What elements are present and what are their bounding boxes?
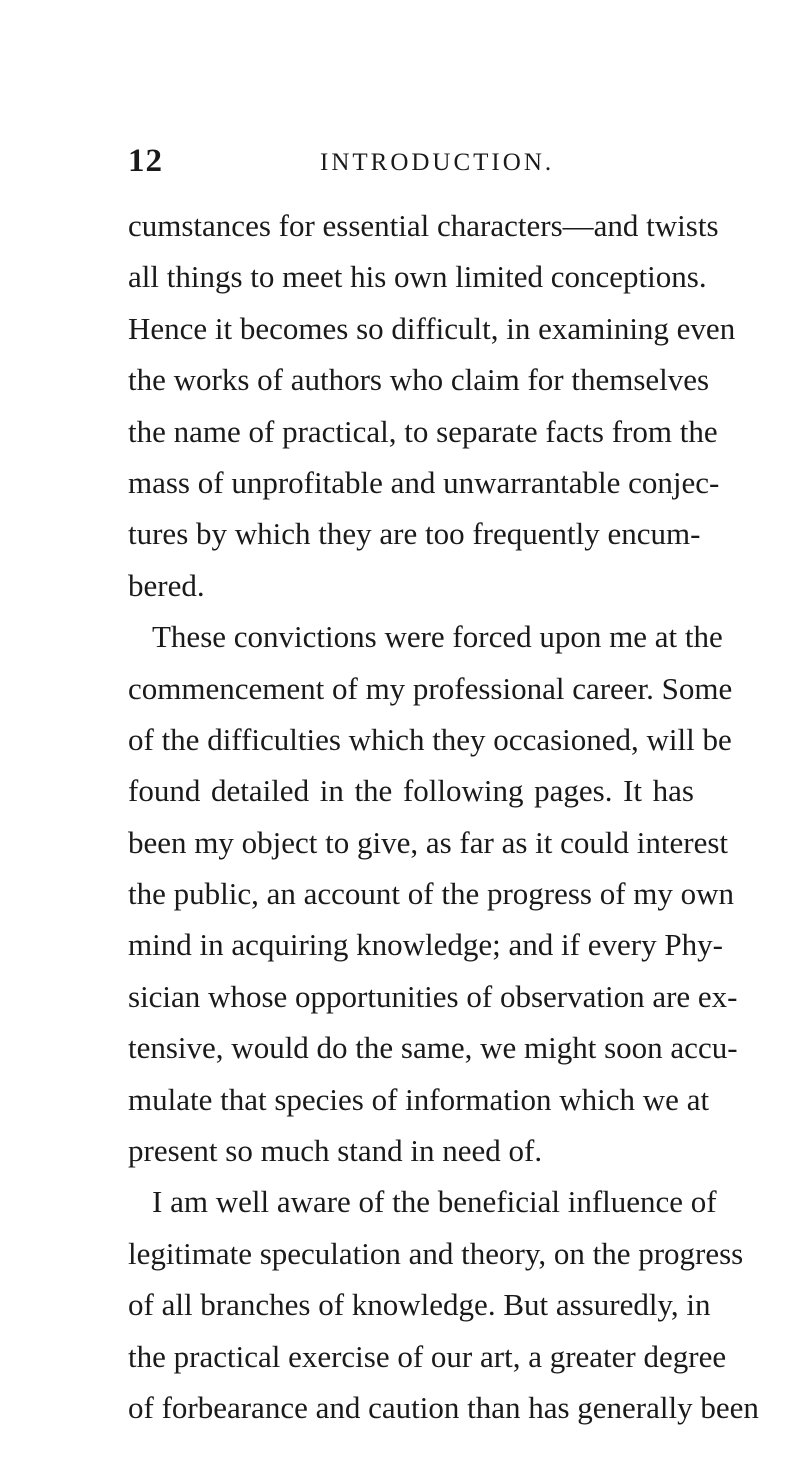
text-line: These convictions were forced upon me at the xyxy=(152,619,723,655)
text-line: bered. xyxy=(128,567,205,603)
text-line: tensive, would do the same, we might soon accu- xyxy=(128,1030,738,1066)
text-line: found detailed in the following pages. It has xyxy=(128,773,694,809)
text-line: the works of authors who claim for themselves xyxy=(128,362,710,398)
text-line: the public, an account of the progress of my own xyxy=(128,876,735,912)
section-title: INTRODUCTION. xyxy=(320,149,555,176)
text-line: the practical exercise of our art, a greater degree xyxy=(128,1338,727,1374)
text-line: tures by which they are too frequently encum- xyxy=(128,516,701,552)
text-line: of all branches of knowledge. But assuredly, in xyxy=(128,1287,711,1323)
text-line: of forbearance and caution than has generally been xyxy=(128,1389,759,1425)
running-head xyxy=(128,143,694,187)
text-line: been my object to give, as far as it could interest xyxy=(128,824,729,860)
text-line: the name of practical, to separate facts from the xyxy=(128,413,718,449)
text-line: of the difficulties which they occasioned, will be xyxy=(128,721,732,757)
text-line: mulate that species of information which we at xyxy=(128,1081,710,1117)
text-line: sician whose opportunities of observation are ex- xyxy=(128,978,738,1014)
text-line: commencement of my professional career. Some xyxy=(128,670,733,706)
page-number: 12 xyxy=(128,143,163,179)
text-line: I am well aware of the beneficial influence of xyxy=(152,1184,717,1220)
text-line: mind in acquiring knowledge; and if every Phy- xyxy=(128,927,723,963)
text-line: all things to meet his own limited conceptions. xyxy=(128,259,707,295)
text-line: present so much stand in need of. xyxy=(128,1133,543,1169)
text-line: Hence it becomes so difficult, in examining even xyxy=(128,310,736,346)
text-line: cumstances for essential characters—and twists xyxy=(128,208,719,243)
text-line: mass of unprofitable and unwarrantable conjec- xyxy=(128,464,720,500)
text-line: legitimate speculation and theory, on the progress xyxy=(128,1235,744,1271)
body-text xyxy=(128,200,759,1433)
